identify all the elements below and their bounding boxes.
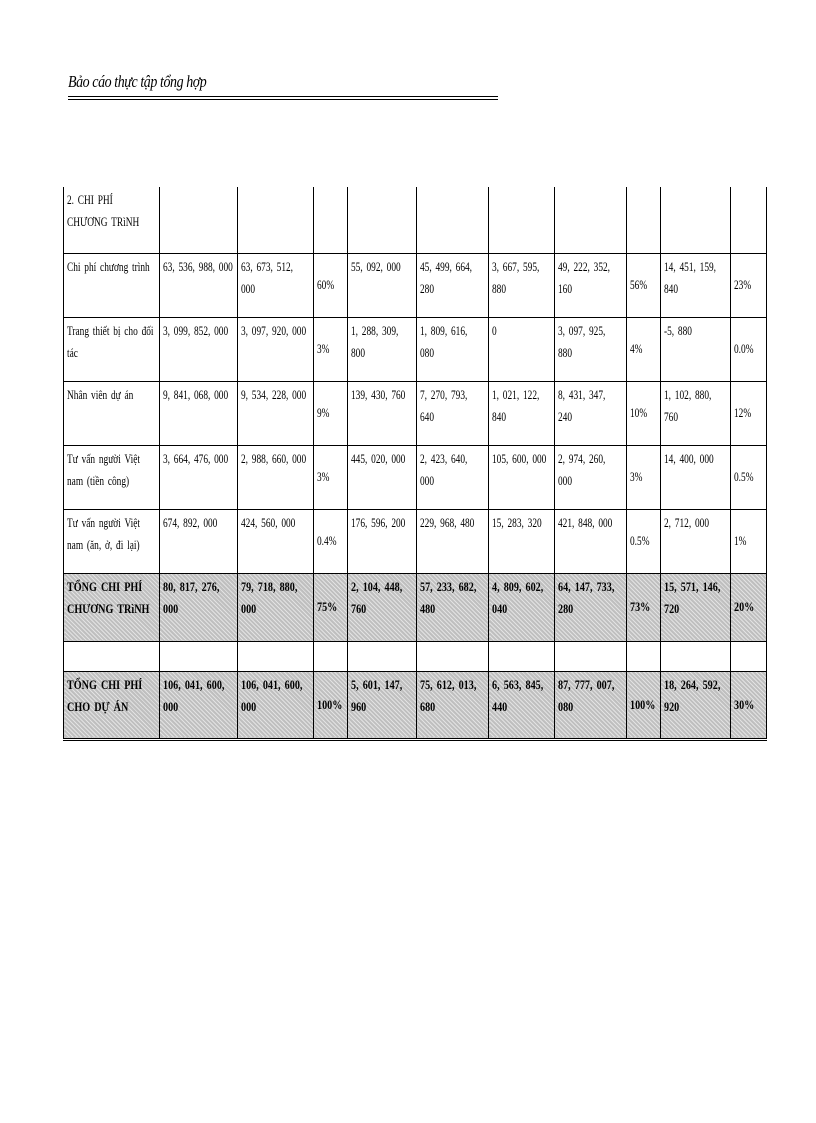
percent-cell xyxy=(731,253,767,317)
amount-cell xyxy=(417,445,489,509)
percent-cell xyxy=(314,671,348,739)
table-row xyxy=(64,445,767,509)
percent-cell xyxy=(627,671,661,739)
amount-cell xyxy=(160,445,238,509)
amount-cell xyxy=(555,641,627,671)
row-label-cell-text: Trang thiết bị cho đối tác xyxy=(67,322,154,360)
percent-cell xyxy=(731,573,767,641)
amount-cell-text: 106, 041, 600, 000 xyxy=(241,676,303,714)
percent-cell-text: 4% xyxy=(630,341,643,356)
percent-cell-text: 3% xyxy=(317,469,330,484)
row-label-cell-text: Tư vấn người Việt nam (tiền công) xyxy=(67,450,141,488)
amount-cell xyxy=(348,509,417,573)
amount-cell-text: 4, 809, 602, 040 xyxy=(492,578,544,616)
percent-cell-text: 9% xyxy=(317,405,330,420)
amount-cell-text: 424, 560, 000 xyxy=(241,514,296,530)
amount-cell-text: 64, 147, 733, 280 xyxy=(558,578,615,616)
amount-cell xyxy=(417,187,489,253)
amount-cell xyxy=(661,509,731,573)
amount-cell xyxy=(160,641,238,671)
table-row xyxy=(64,317,767,381)
row-label-cell xyxy=(64,445,160,509)
subtotal-row xyxy=(64,573,767,641)
percent-cell xyxy=(627,641,661,671)
amount-cell xyxy=(555,317,627,381)
amount-cell xyxy=(160,317,238,381)
amount-cell xyxy=(417,573,489,641)
percent-cell xyxy=(314,445,348,509)
amount-cell xyxy=(348,671,417,739)
amount-cell xyxy=(238,641,314,671)
percent-cell xyxy=(627,317,661,381)
amount-cell xyxy=(160,671,238,739)
percent-cell xyxy=(731,187,767,253)
amount-cell-text: 139, 430, 760 xyxy=(351,386,406,402)
amount-cell xyxy=(489,381,555,445)
percent-cell xyxy=(627,381,661,445)
amount-cell-text: 2, 974, 260, 000 xyxy=(558,450,606,488)
percent-cell xyxy=(314,509,348,573)
amount-cell xyxy=(489,253,555,317)
amount-cell xyxy=(417,641,489,671)
amount-cell xyxy=(661,317,731,381)
amount-cell xyxy=(160,187,238,253)
amount-cell xyxy=(489,187,555,253)
amount-cell xyxy=(661,187,731,253)
grand-total-row xyxy=(64,671,767,739)
table-row xyxy=(64,509,767,573)
page-header xyxy=(68,72,498,92)
amount-cell-text: 2, 988, 660, 000 xyxy=(241,450,307,466)
percent-cell-text: 75% xyxy=(317,599,338,614)
percent-cell-text: 1% xyxy=(734,533,747,548)
percent-cell-text: 12% xyxy=(734,405,752,420)
amount-cell xyxy=(238,671,314,739)
row-label-cell xyxy=(64,509,160,573)
amount-cell xyxy=(555,253,627,317)
amount-cell-text: 9, 841, 068, 000 xyxy=(163,386,229,402)
amount-cell xyxy=(555,573,627,641)
row-label-cell-text: 2. CHI PHÍ CHƯƠNG TRìNH xyxy=(67,192,140,229)
percent-cell-text: 0.4% xyxy=(317,533,337,548)
amount-cell-text: 15, 283, 320 xyxy=(492,514,542,530)
amount-cell-text: 75, 612, 013, 680 xyxy=(420,676,477,714)
amount-cell xyxy=(555,445,627,509)
amount-cell xyxy=(238,317,314,381)
row-label-cell-text: Chi phí chương trình xyxy=(67,258,150,274)
amount-cell xyxy=(238,445,314,509)
amount-cell xyxy=(160,509,238,573)
amount-cell-text: 49, 222, 352, 160 xyxy=(558,258,611,296)
percent-cell xyxy=(314,187,348,253)
percent-cell xyxy=(627,509,661,573)
row-label-cell-text: TỔNG CHI PHÍ CHO DỰ ÁN xyxy=(67,676,143,714)
amount-cell-text: 445, 020, 000 xyxy=(351,450,406,466)
amount-cell xyxy=(489,671,555,739)
amount-cell-text: 1, 021, 122, 840 xyxy=(492,386,540,424)
amount-cell xyxy=(555,671,627,739)
amount-cell xyxy=(489,445,555,509)
row-label-cell xyxy=(64,573,160,641)
header-rule xyxy=(68,99,498,100)
amount-cell xyxy=(555,187,627,253)
percent-cell xyxy=(731,445,767,509)
percent-cell-text: 100% xyxy=(630,696,656,712)
amount-cell xyxy=(238,187,314,253)
percent-cell-text: 30% xyxy=(734,696,755,712)
amount-cell xyxy=(348,187,417,253)
amount-cell-text: 674, 892, 000 xyxy=(163,514,218,530)
amount-cell-text: 3, 664, 476, 000 xyxy=(163,450,229,466)
amount-cell-text: 106, 041, 600, 000 xyxy=(163,676,225,714)
row-label-cell xyxy=(64,671,160,739)
amount-cell xyxy=(238,253,314,317)
amount-cell xyxy=(160,573,238,641)
amount-cell-text: -5, 880 xyxy=(664,322,692,338)
row-label-cell xyxy=(64,253,160,317)
percent-cell-text: 60% xyxy=(317,277,335,292)
amount-cell-text: 1, 809, 616, 080 xyxy=(420,322,468,360)
amount-cell-text: 63, 536, 988, 000 xyxy=(163,258,233,274)
percent-cell xyxy=(627,445,661,509)
row-label-cell-text: Tư vấn người Việt nam (ăn, ở, đi lại) xyxy=(67,514,141,552)
amount-cell xyxy=(348,573,417,641)
amount-cell xyxy=(489,509,555,573)
table-row xyxy=(64,253,767,317)
amount-cell-text: 7, 270, 793, 640 xyxy=(420,386,468,424)
amount-cell xyxy=(160,253,238,317)
amount-cell-text: 1, 102, 880, 760 xyxy=(664,386,712,424)
amount-cell-text: 0 xyxy=(492,322,497,338)
amount-cell-text: 2, 423, 640, 000 xyxy=(420,450,468,488)
amount-cell-text: 3, 097, 920, 000 xyxy=(241,322,307,338)
amount-cell-text: 87, 777, 007, 080 xyxy=(558,676,615,714)
percent-cell-text: 3% xyxy=(317,341,330,356)
percent-cell-text: 73% xyxy=(630,599,651,614)
percent-cell xyxy=(627,573,661,641)
percent-cell-text: 3% xyxy=(630,469,643,484)
row-label-cell xyxy=(64,317,160,381)
amount-cell-text: 80, 817, 276, 000 xyxy=(163,578,220,616)
row-label-cell xyxy=(64,641,160,671)
amount-cell-text: 176, 596, 200 xyxy=(351,514,406,530)
amount-cell xyxy=(661,641,731,671)
amount-cell xyxy=(238,509,314,573)
amount-cell-text: 3, 667, 595, 880 xyxy=(492,258,540,296)
amount-cell xyxy=(417,509,489,573)
percent-cell-text: 56% xyxy=(630,277,648,292)
percent-cell-text: 0.5% xyxy=(734,469,754,484)
amount-cell xyxy=(348,381,417,445)
amount-cell-text: 6, 563, 845, 440 xyxy=(492,676,544,714)
row-label-cell xyxy=(64,381,160,445)
amount-cell xyxy=(417,253,489,317)
amount-cell xyxy=(417,317,489,381)
row-label-cell-text: TỔNG CHI PHÍ CHƯƠNG TRìNH xyxy=(67,578,150,616)
percent-cell-text: 100% xyxy=(317,696,343,712)
amount-cell xyxy=(661,381,731,445)
amount-cell-text: 2, 712, 000 xyxy=(664,514,709,530)
amount-cell xyxy=(348,445,417,509)
amount-cell xyxy=(661,573,731,641)
amount-cell xyxy=(348,253,417,317)
amount-cell-text: 1, 288, 309, 800 xyxy=(351,322,399,360)
amount-cell-text: 57, 233, 682, 480 xyxy=(420,578,477,616)
percent-cell-text: 0.5% xyxy=(630,533,650,548)
percent-cell xyxy=(314,641,348,671)
row-label-cell-text: Nhân viên dự án xyxy=(67,386,134,402)
percent-cell-text: 10% xyxy=(630,405,648,420)
percent-cell xyxy=(314,573,348,641)
amount-cell-text: 8, 431, 347, 240 xyxy=(558,386,606,424)
percent-cell xyxy=(314,381,348,445)
percent-cell xyxy=(731,317,767,381)
percent-cell-text: 0.0% xyxy=(734,341,754,356)
header-rule xyxy=(68,96,498,97)
amount-cell xyxy=(348,317,417,381)
amount-cell xyxy=(555,381,627,445)
amount-cell-text: 55, 092, 000 xyxy=(351,258,401,274)
amount-cell xyxy=(489,317,555,381)
amount-cell-text: 421, 848, 000 xyxy=(558,514,613,530)
percent-cell xyxy=(731,671,767,739)
amount-cell xyxy=(417,381,489,445)
amount-cell-text: 14, 400, 000 xyxy=(664,450,714,466)
budget-table xyxy=(63,187,767,741)
percent-cell xyxy=(314,253,348,317)
amount-cell xyxy=(348,641,417,671)
amount-cell-text: 14, 451, 159, 840 xyxy=(664,258,717,296)
percent-cell-text: 20% xyxy=(734,599,755,614)
amount-cell xyxy=(238,381,314,445)
amount-cell xyxy=(160,381,238,445)
percent-cell-text: 23% xyxy=(734,277,752,292)
section-header-row xyxy=(64,187,767,253)
amount-cell-text: 18, 264, 592, 920 xyxy=(664,676,721,714)
amount-cell-text: 3, 097, 925, 880 xyxy=(558,322,606,360)
amount-cell-text: 15, 571, 146, 720 xyxy=(664,578,721,616)
amount-cell-text: 229, 968, 480 xyxy=(420,514,475,530)
percent-cell xyxy=(627,253,661,317)
header-title: Bảo cáo thực tập tổng hợp xyxy=(68,72,207,91)
amount-cell xyxy=(661,253,731,317)
amount-cell xyxy=(489,573,555,641)
percent-cell xyxy=(731,509,767,573)
percent-cell xyxy=(731,381,767,445)
row-label-cell xyxy=(64,187,160,253)
amount-cell-text: 9, 534, 228, 000 xyxy=(241,386,307,402)
amount-cell-text: 45, 499, 664, 280 xyxy=(420,258,473,296)
blank-row xyxy=(64,641,767,671)
percent-cell xyxy=(731,641,767,671)
percent-cell xyxy=(627,187,661,253)
amount-cell xyxy=(555,509,627,573)
amount-cell-text: 3, 099, 852, 000 xyxy=(163,322,229,338)
amount-cell-text: 79, 718, 880, 000 xyxy=(241,578,298,616)
amount-cell xyxy=(238,573,314,641)
amount-cell-text: 63, 673, 512, 000 xyxy=(241,258,294,296)
amount-cell-text: 5, 601, 147, 960 xyxy=(351,676,403,714)
amount-cell xyxy=(417,671,489,739)
amount-cell xyxy=(661,671,731,739)
amount-cell-text: 105, 600, 000 xyxy=(492,450,547,466)
table-row xyxy=(64,381,767,445)
amount-cell xyxy=(489,641,555,671)
amount-cell xyxy=(661,445,731,509)
amount-cell-text: 2, 104, 448, 760 xyxy=(351,578,403,616)
percent-cell xyxy=(314,317,348,381)
